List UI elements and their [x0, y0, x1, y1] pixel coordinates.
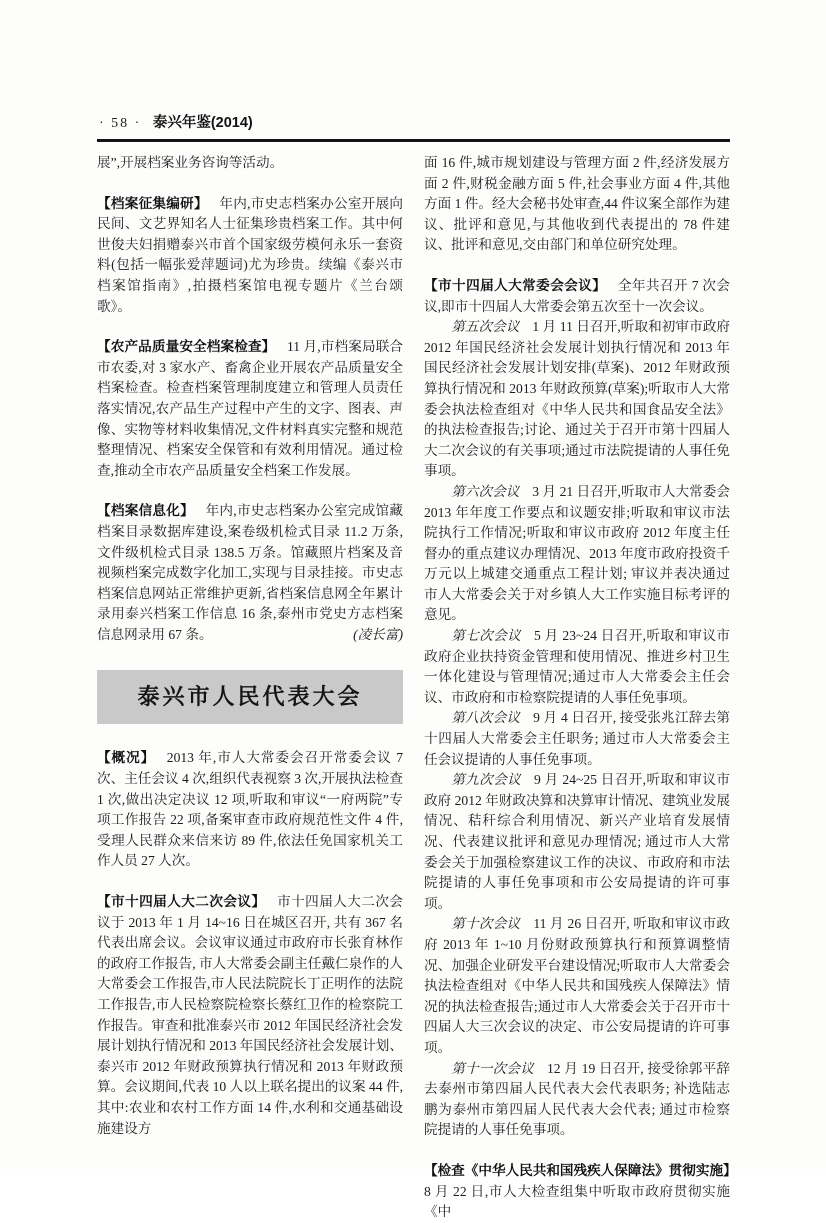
page-header — [99, 111, 731, 132]
entry-text: 8 月 22 日,市人大检查组集中听取市政府贯彻实施《中 — [424, 1183, 730, 1220]
entry-text: 年内,市史志档案办公室开展向民间、文艺界知名人士征集珍贵档案工作。其中何世俊夫妇捐赠泰兴市首个国家级劳模何永乐一套资料(包括一幅张爱萍题词)尤为珍贵。续编《泰兴市档案馆指南》,拍摄档案馆电视专题片《兰台颂歌》。 — [97, 195, 403, 314]
paragraph-continuation-right: 面 16 件,城市规划建设与管理方面 2 件,经济发展方面 2 件,财税金融方面 5 件,社会事业方面 4 件,其他方面 1 件。经大会秘书处审查,44 件议案全部作为建议、批评和意见,与其他收到代表提出的 78 件建议、批评和意见,交由部门和单位研究处理。 — [424, 155, 730, 253]
author-attribution: (凌长富) — [353, 626, 403, 642]
meeting-item-11th — [424, 1059, 730, 1141]
meeting-text: 9 月 4 日召开, 接受张兆江辞去第十四届人大常委会主任职务; 通过市人大常委会主任会议提请的人事任免事项。 — [424, 710, 730, 767]
entry-title: 【概况】 — [97, 750, 156, 766]
meeting-text: 11 月 26 日召开, 听取和审议市政府 2013 年 1~10 月份财政预算执行和预算调整情况、加强企业研发平台建设情况;听取市人大常委会执法检查组对《中华人民共和国残疾人保障法》情况的执法检查报告;通过市人大常委会关于召开市十四届人大三次会议的决定、市公安局提请的许可事项。 — [424, 916, 730, 1055]
meeting-item-8th — [424, 708, 730, 770]
book-title: 泰兴年鉴(2014) — [152, 115, 253, 131]
entry-title: 【市十四届人大常委会会议】 — [424, 277, 607, 293]
entry-title: 【市十四届人大二次会议】 — [97, 894, 266, 910]
meeting-item-10th — [424, 914, 730, 1058]
section-title-box — [97, 670, 403, 724]
meeting-text: 12 月 19 日召开, 接受徐郭平辞去泰州市第四届人民代表大会代表职务; 补选陆志鹏为泰州市第四届人民代表大会代表; 通过市检察院提请的人事任免事项。 — [424, 1060, 731, 1138]
entry-second-session — [97, 892, 403, 1139]
page-number: · 58 · — [99, 116, 142, 131]
meeting-item-7th — [424, 626, 730, 708]
entry-archive-informatization — [97, 501, 403, 645]
meeting-name: 第十一次会议 — [451, 1060, 535, 1076]
section-title: 泰兴市人民代表大会 — [137, 684, 363, 710]
paragraph-continuation-left: 展”,开展档案业务咨询等活动。 — [97, 155, 284, 170]
meeting-item-5th — [424, 317, 730, 482]
meeting-text: 3 月 21 日召开,听取市人大常委会 2013 年年度工作要点和议题安排;听取和审议市法院执行工作情况;听取和审议市政府 2012 年度主任督办的重点建议办理情况、2013 年度市政府投资千万元以上城建交通重点工程计划; 审议并表决通过市人大常委会关于对乡镇人大工作实施目标考评的意见。 — [424, 483, 731, 623]
meeting-name: 第十次会议 — [451, 916, 521, 932]
entry-title: 【档案信息化】 — [97, 503, 195, 519]
entry-title: 【检查《中华人民共和国残疾人保障法》贯彻实施】 — [424, 1162, 737, 1178]
meeting-item-6th — [424, 482, 730, 626]
entry-title: 【农产品质量安全档案检查】 — [97, 339, 276, 355]
entry-archive-compilation — [97, 194, 403, 318]
entry-agri-archive-inspection — [97, 337, 403, 481]
meeting-name: 第九次会议 — [451, 772, 522, 788]
entry-overview — [97, 748, 403, 872]
meeting-item-9th — [424, 770, 730, 914]
entry-title: 【档案征集编研】 — [97, 195, 208, 211]
meeting-text: 1 月 11 日召开,听取和初审市政府 2012 年国民经济社会发展计划执行情况和 2013 年国民经济社会发展计划安排(草案)、2012 年财政预算执行情况和 2013 年财政预算(草案);听取市人大常委会执法检查组对《中华人民共和国食品安全法》的执法检查报告;讨论、通过关于召开市第十四届人大二次会议的有关事项;通过市法院提请的人事任免事项。 — [424, 319, 731, 479]
meeting-name: 第七次会议 — [451, 628, 522, 644]
right-column — [424, 153, 737, 1223]
meeting-text: 5 月 23~24 日召开,听取和审议市政府企业扶持资金管理和使用情况、推进乡村卫生一体化建设与管理情况;通过市人大常委会主任会议、市政府和市检察院提请的人事任免事项。 — [424, 628, 731, 705]
entry-text: 全年共召开 7 次会议,即市十四届人大常委会第五次至十一次会议。 — [424, 277, 731, 314]
meeting-name: 第五次会议 — [451, 319, 520, 335]
entry-text: 年内,市史志档案办公室完成馆藏档案目录数据库建设,案卷级机检式目录 11.2 万条,文件级机检式目录 138.5 万条。馆藏照片档案及音视频档案完成数字化加工,实现与目录挂接。市史志档案信息网站正常维护更新,省档案信息网全年累计录用泰兴档案工作信息 16 条,泰州市党史方志档案信息网录用 67 条。 — [97, 503, 403, 642]
entry-text: 2013 年,市人大常委会召开常委会议 7 次、主任会议 4 次,组织代表视察 3 次,开展执法检查 1 次,做出决定决议 12 项,听取和审议“一府两院”专项工作报告 22 项,备案审查市政府规范性文件 4 件,受理人民群众来信来访 89 件,依法任免国家机关工作人员 27 人次。 — [97, 750, 404, 869]
meeting-name: 第八次会议 — [451, 710, 521, 726]
header-rule — [97, 139, 730, 142]
entry-text: 市十四届人大二次会议于 2013 年 1 月 14~16 日在城区召开, 共有 367 名代表出席会议。会议审议通过市政府市长张育林作的政府工作报告, 市人大常委会副主任戴仁泉作的人大常委会工作报告,市人民法院院长丁正明作的法院工作报告,市人民检察院检察长蔡红卫作的检察院工作报告。审查和批准泰兴市 2012 年国民经济社会发展计划执行情况和 2013 年国民经济社会发展计划、泰兴市 2012 年财政预算执行情况和 2013 年财政预算。会议期间,代表 10 人以上联名提出的议案 44 件,其中:农业和农村工作方面 14 件,水利和交通基础设施建设方 — [97, 894, 403, 1136]
left-column — [97, 153, 403, 1139]
meeting-text: 9 月 24~25 日召开,听取和审议市政府 2012 年财政决算和决算审计情况、建筑业发展情况、秸秆综合利用情况、新兴产业培育发展情况、代表建议批评和意见办理情况; 通过市人大常委会关于加强检察建议工作的决议、市政府和市法院提请的人事任免事项和市公安局提请的许可事项。 — [424, 772, 731, 911]
entry-standing-committee-meetings — [424, 276, 730, 317]
entry-disability-law-inspection — [424, 1161, 737, 1223]
meeting-name: 第六次会议 — [451, 483, 520, 499]
entry-text: 11 月,市档案局联合市农委,对 3 家水产、畜禽企业开展农产品质量安全档案检查。检查档案管理制度建立和管理人员责任落实情况,农产品生产过程中产生的文字、图表、声像、实物等材料收集情况,文件材料真实完整和规范整理情况、档案安全保管和有效利用情况。通过检查,推动全市农产品质量安全档案工作发展。 — [97, 339, 404, 478]
